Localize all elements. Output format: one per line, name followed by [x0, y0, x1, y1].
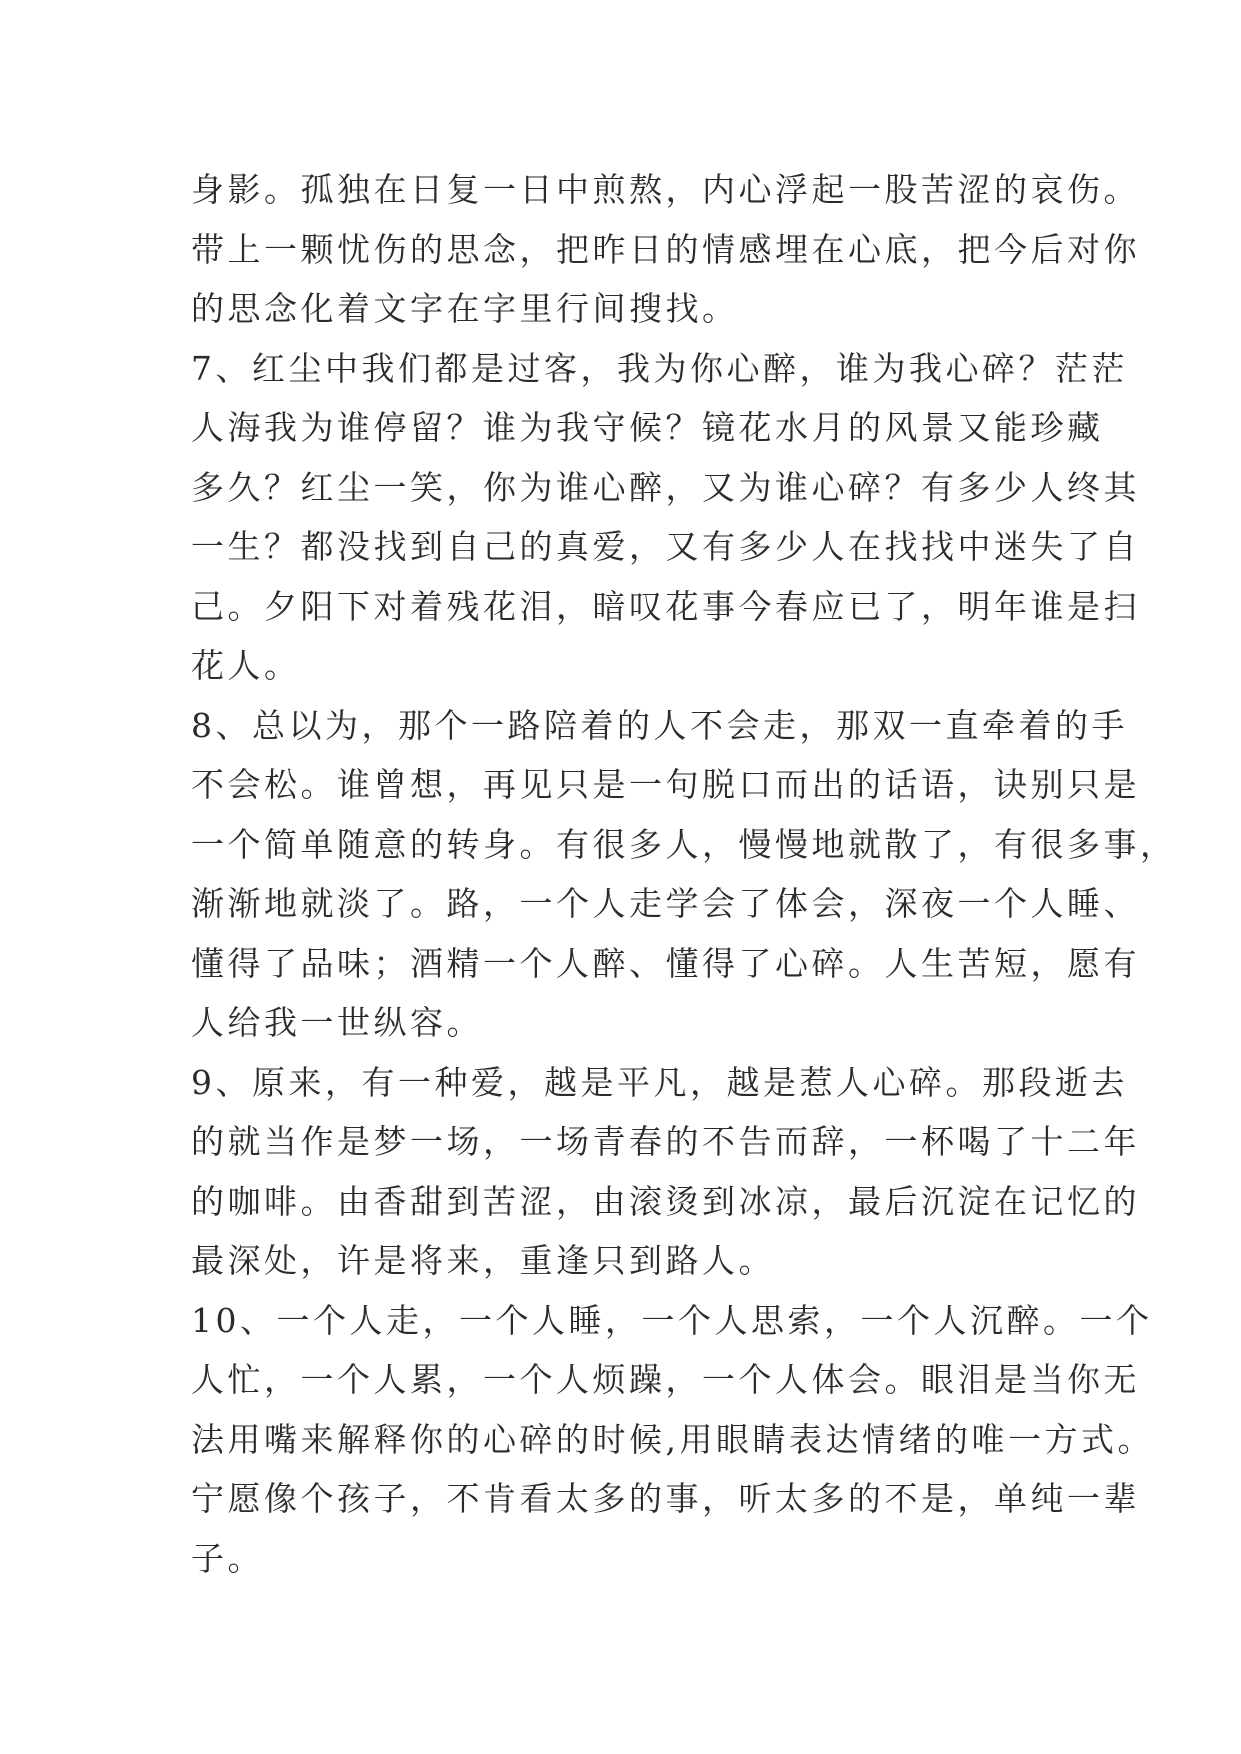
- text-line: 不会松。谁曾想，再见只是一句脱口而出的话语，诀别只是: [191, 765, 1140, 804]
- text-line: 人忙，一个人累，一个人烦躁，一个人体会。眼泪是当你无: [191, 1360, 1140, 1399]
- text-line: 10、一个人走，一个人睡，一个人思索，一个人沉醉。一个: [191, 1300, 1153, 1340]
- text-line: 身影。孤独在日复一日中煎熬，内心浮起一股苦涩的哀伤。: [191, 170, 1140, 209]
- text-line: 8、总以为，那个一路陪着的人不会走，那双一直牵着的手: [191, 705, 1128, 745]
- text-line: 7、红尘中我们都是过客，我为你心醉，谁为我心碎？茫茫: [191, 348, 1128, 388]
- text-line: 懂得了品味；酒精一个人醉、懂得了心碎。人生苦短，愿有: [191, 943, 1140, 983]
- text-line: 的思念化着文字在字里行间搜找。: [191, 289, 739, 328]
- text-line: 一生？都没找到自己的真爱，又有多少人在找找中迷失了自: [191, 527, 1140, 566]
- text-line: 宁愿像个孩子，不肯看太多的事，听太多的不是，单纯一辈: [191, 1479, 1140, 1518]
- text-line: 花人。: [191, 646, 301, 685]
- text-line: 子。: [191, 1538, 264, 1578]
- text-line: 的就当作是梦一场，一场青春的不告而辞，一杯喝了十二年: [191, 1122, 1140, 1161]
- text-line: 多久？红尘一笑，你为谁心醉，又为谁心碎？有多少人终其: [191, 467, 1140, 507]
- text-line: 己。夕阳下对着残花泪，暗叹花事今春应已了，明年谁是扫: [191, 586, 1140, 626]
- document-body: [191, 160, 1177, 1588]
- text-line: 人海我为谁停留？谁为我守候？镜花水月的风景又能珍藏: [191, 408, 1104, 447]
- text-line: 人给我一世纵容。: [191, 1003, 483, 1042]
- text-line: 渐渐地就淡了。路，一个人走学会了体会，深夜一个人睡、: [191, 884, 1140, 923]
- text-line: 一个简单随意的转身。有很多人，慢慢地就散了，有很多事，: [191, 824, 1177, 864]
- text-line: 法用嘴来解释你的心碎的时候,用眼睛表达情绪的唯一方式。: [191, 1419, 1154, 1459]
- text-line: 的咖啡。由香甜到苦涩，由滚烫到冰凉，最后沉淀在记忆的: [191, 1181, 1140, 1221]
- text-line: 最深处，许是将来，重逢只到路人。: [191, 1241, 775, 1280]
- text-line: 带上一颗忧伤的思念，把昨日的情感埋在心底，把今后对你: [191, 229, 1140, 269]
- text-line: 9、原来，有一种爱，越是平凡，越是惹人心碎。那段逝去: [191, 1062, 1128, 1102]
